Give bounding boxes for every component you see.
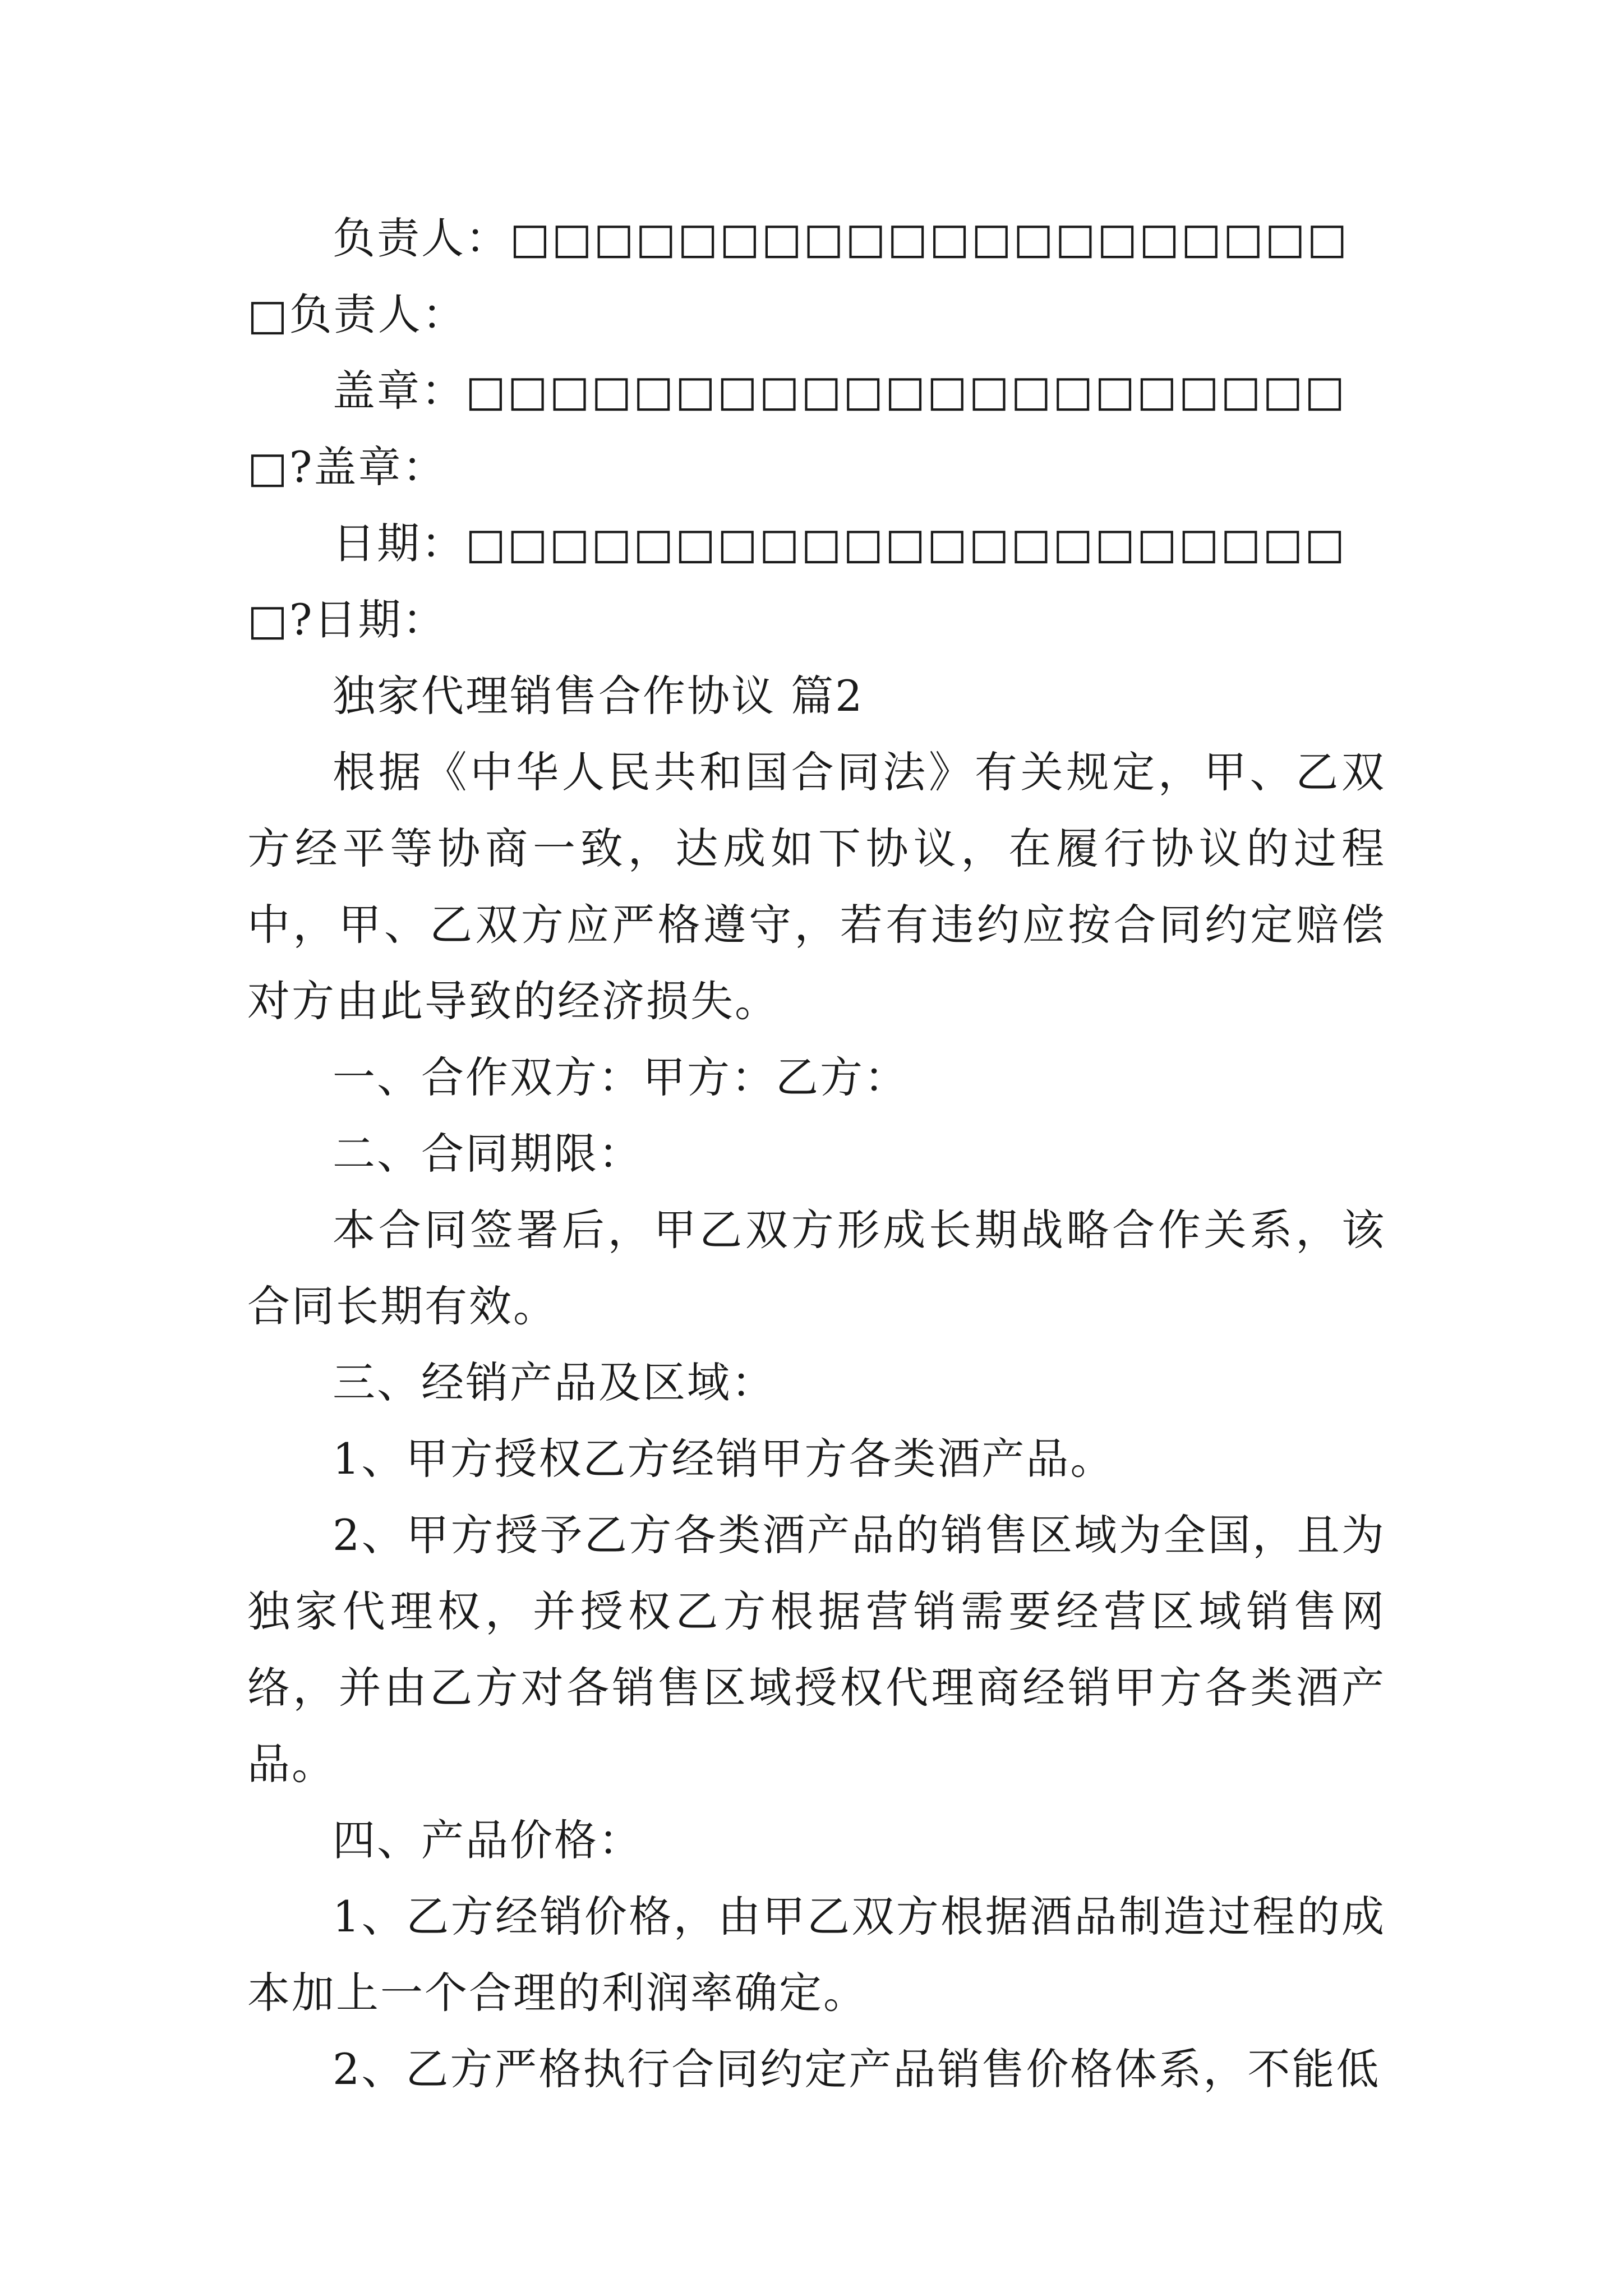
document-body — [247, 200, 1386, 2108]
paragraph-price-item-2: 2、乙方严格执行合同约定产品销售价格体系，不能低 — [333, 2044, 1381, 2094]
paragraph-products-heading: 三、经销产品及区域： — [333, 1358, 776, 1407]
paragraph-price-item-1: 1、乙方经销价格，由甲乙双方根据酒品制造过程的成本加上一个合理的利润率确定。 — [247, 1892, 1386, 2018]
paragraph-term-body: 本合同签署后，甲乙双方形成长期战略合作关系，该合同长期有效。 — [247, 1205, 1386, 1331]
signature-line-responsible-person: 负责人：□□□□□□□□□□□□□□□□□□□□□负责人： — [247, 213, 1349, 339]
paragraph-preamble: 根据《中华人民共和国合同法》有关规定，甲、乙双方经平等协商一致，达成如下协议，在履行协议的过程中，甲、乙双方应严格遵守，若有违约应按合同约定赔偿对方由此导致的经济损失。 — [247, 747, 1386, 1026]
paragraph-products-item-1: 1、甲方授权乙方经销甲方各类酒产品。 — [333, 1434, 1115, 1484]
section-title: 独家代理销售合作协议 篇2 — [333, 671, 864, 721]
paragraph-term-heading: 二、合同期限： — [333, 1129, 643, 1179]
signature-line-date: 日期：□□□□□□□□□□□□□□□□□□□□□□?日期： — [247, 518, 1347, 645]
paragraph-products-item-2: 2、甲方授予乙方各类酒产品的销售区域为全国，且为独家代理权，并授权乙方根据营销需要经营区域销售网络，并由乙方对各销售区域授权代理商经销甲方各类酒产品。 — [247, 1510, 1386, 1789]
paragraph-parties: 一、合作双方：甲方：乙方： — [333, 1052, 909, 1102]
paragraph-price-heading: 四、产品价格： — [333, 1815, 643, 1865]
signature-line-seal: 盖章：□□□□□□□□□□□□□□□□□□□□□□?盖章： — [247, 366, 1347, 492]
